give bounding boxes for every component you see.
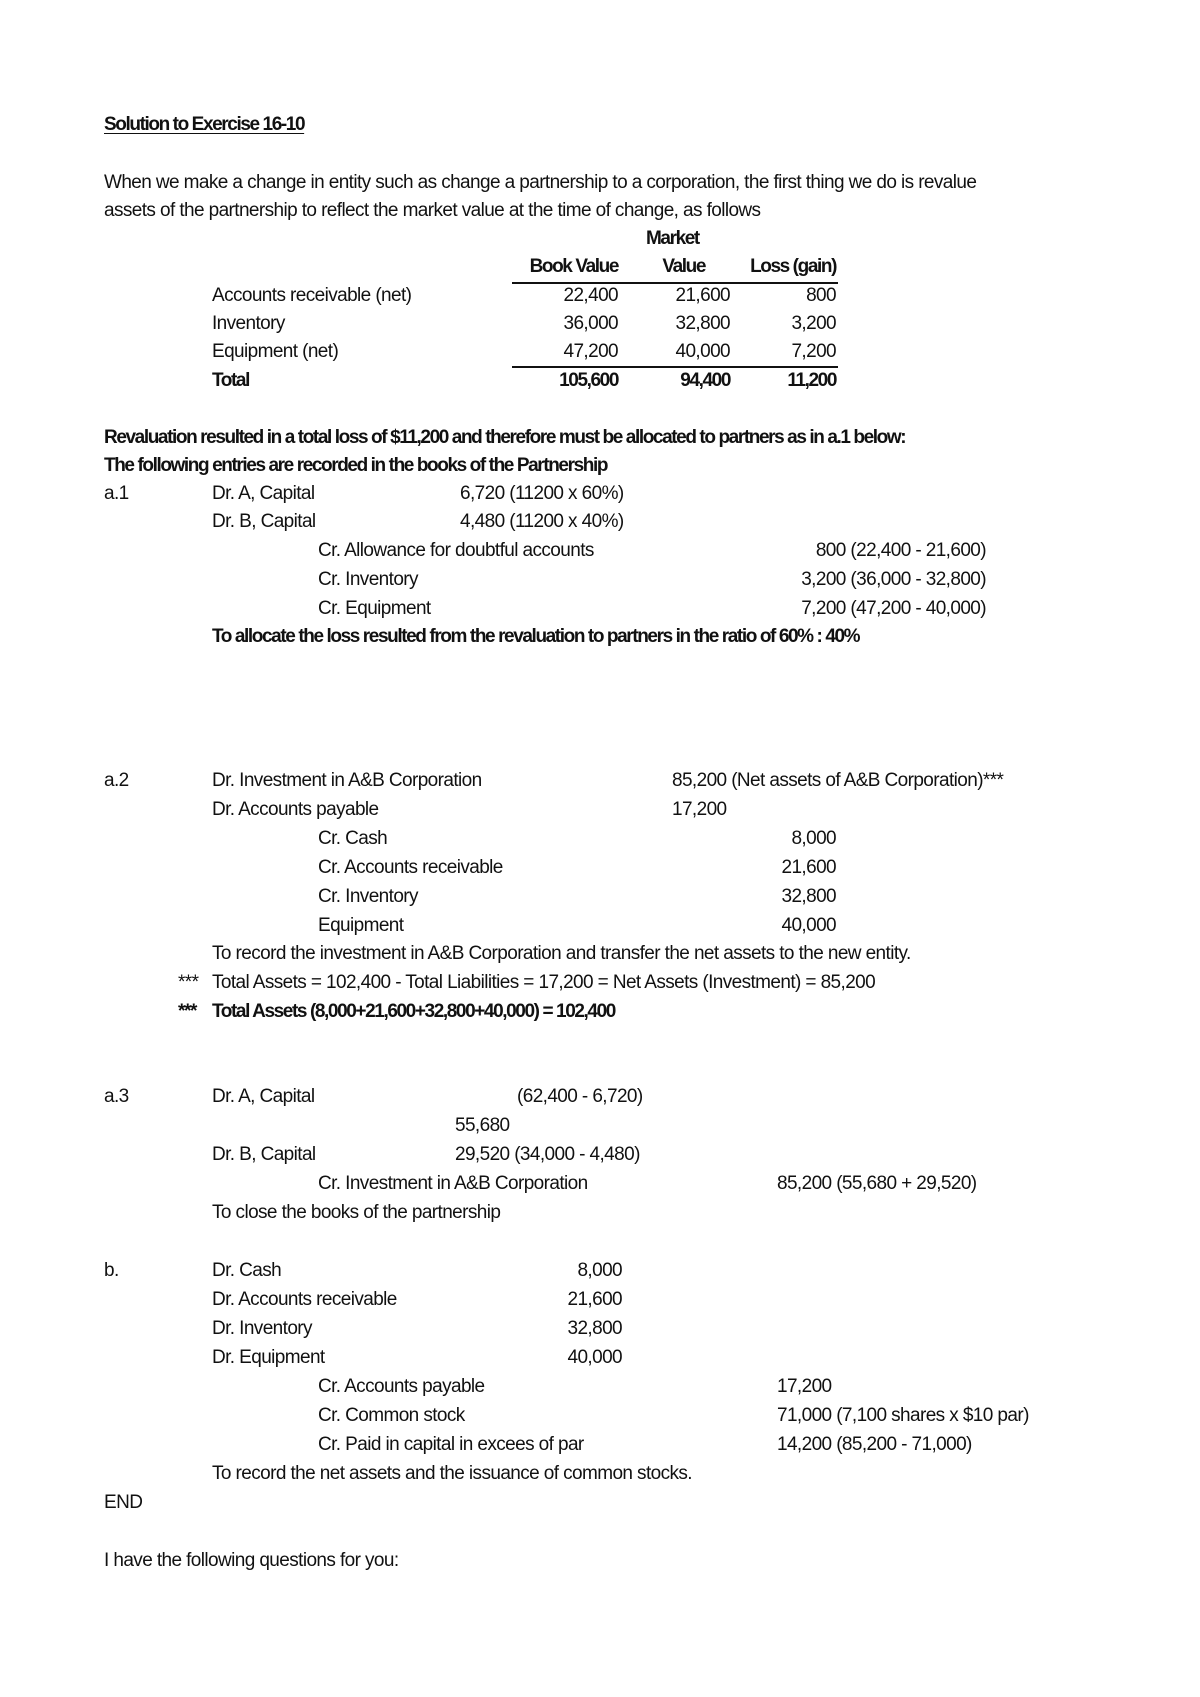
credit-account: Cr. Inventory xyxy=(318,569,418,590)
debit-amount: 21,600 xyxy=(567,1289,622,1310)
entry-memo: To close the books of the partnership xyxy=(212,1202,501,1223)
row-label-inventory: Inventory xyxy=(212,313,285,334)
credit-account: Cr. Common stock xyxy=(318,1405,465,1426)
total-loss: 11,200 xyxy=(787,370,836,391)
column-header-market: Market xyxy=(646,228,699,249)
intro-line-1: When we make a change in entity such as change a partnership to a corporation, the first thing we do is revalue xyxy=(104,172,977,193)
debit-amount: 40,000 xyxy=(567,1347,622,1368)
credit-amount: 17,200 xyxy=(777,1376,832,1397)
entry-memo: To allocate the loss resulted from the revaluation to partners in the ratio of 60% : 40% xyxy=(212,626,860,647)
entry-label: a.3 xyxy=(104,1086,129,1107)
credit-amount: 800 (22,400 - 21,600) xyxy=(815,540,986,561)
entry-label: a.2 xyxy=(104,770,129,791)
credit-amount: 71,000 (7,100 shares x $10 par) xyxy=(777,1405,1029,1426)
intro-line-2: assets of the partnership to reflect the market value at the time of change, as follows xyxy=(104,200,761,221)
credit-amount: 40,000 xyxy=(781,915,836,936)
debit-account: Dr. Accounts receivable xyxy=(212,1289,397,1310)
note-line: Total Assets = 102,400 - Total Liabilities = 17,200 = Net Assets (Investment) = 85,200 xyxy=(212,972,876,993)
total-label: Total xyxy=(212,370,249,391)
credit-account: Cr. Cash xyxy=(318,828,388,849)
credit-account: Cr. Accounts receivable xyxy=(318,857,503,878)
debit-account: Dr. A, Capital xyxy=(212,483,315,504)
debit-account: Dr. Investment in A&B Corporation xyxy=(212,770,482,791)
credit-account: Cr. Accounts payable xyxy=(318,1376,485,1397)
row-book-equipment: 47,200 xyxy=(563,341,618,362)
row-loss-accounts-receivable: 800 xyxy=(806,285,836,306)
column-header-loss-gain: Loss (gain) xyxy=(750,256,836,277)
row-label-accounts-receivable: Accounts receivable (net) xyxy=(212,285,412,306)
debit-account: Dr. Accounts payable xyxy=(212,799,379,820)
row-loss-inventory: 3,200 xyxy=(791,313,836,334)
entry-memo: To record the investment in A&B Corporation and transfer the net assets to the new entity. xyxy=(212,943,911,964)
revaluation-note: Revaluation resulted in a total loss of $11,200 and therefore must be allocated to partners as in a.1 below: xyxy=(104,427,906,448)
entry-label: b. xyxy=(104,1260,119,1281)
credit-amount: 14,200 (85,200 - 71,000) xyxy=(777,1434,972,1455)
note-marker: *** xyxy=(178,1001,196,1022)
debit-amount: 32,800 xyxy=(567,1318,622,1339)
entry-label: a.1 xyxy=(104,483,129,504)
debit-amount: 4,480 (11200 x 40%) xyxy=(460,511,624,532)
note-line: Total Assets (8,000+21,600+32,800+40,000) = 102,400 xyxy=(212,1001,615,1022)
row-label-equipment: Equipment (net) xyxy=(212,341,339,362)
debit-calculation: (62,400 - 6,720) xyxy=(517,1086,643,1107)
credit-amount: 3,200 (36,000 - 32,800) xyxy=(801,569,986,590)
credit-amount: 21,600 xyxy=(781,857,836,878)
credit-amount: 8,000 xyxy=(791,828,836,849)
column-header-book-value: Book Value xyxy=(529,256,618,277)
total-market: 94,400 xyxy=(680,370,730,391)
column-header-value: Value xyxy=(662,256,705,277)
header-rule xyxy=(512,282,838,284)
document-title: Solution to Exercise 16-10 xyxy=(104,114,305,135)
row-book-inventory: 36,000 xyxy=(563,313,618,334)
credit-amount: 85,200 (55,680 + 29,520) xyxy=(777,1173,977,1194)
credit-account: Cr. Investment in A&B Corporation xyxy=(318,1173,588,1194)
debit-account: Dr. A, Capital xyxy=(212,1086,315,1107)
credit-account: Cr. Paid in capital in excees of par xyxy=(318,1434,584,1455)
credit-account: Cr. Allowance for doubtful accounts xyxy=(318,540,594,561)
row-market-inventory: 32,800 xyxy=(675,313,730,334)
debit-account: Dr. Inventory xyxy=(212,1318,312,1339)
debit-amount: 6,720 (11200 x 60%) xyxy=(460,483,624,504)
debit-amount: 55,680 xyxy=(455,1115,510,1136)
entries-heading: The following entries are recorded in the books of the Partnership xyxy=(104,455,608,476)
debit-amount: 85,200 (Net assets of A&B Corporation)*** xyxy=(672,770,1004,791)
credit-account: Equipment xyxy=(318,915,404,936)
row-market-equipment: 40,000 xyxy=(675,341,730,362)
total-rule xyxy=(512,366,838,368)
debit-account: Dr. Equipment xyxy=(212,1347,325,1368)
credit-amount: 32,800 xyxy=(781,886,836,907)
row-loss-equipment: 7,200 xyxy=(791,341,836,362)
credit-account: Cr. Equipment xyxy=(318,598,431,619)
credit-amount: 7,200 (47,200 - 40,000) xyxy=(801,598,986,619)
row-market-accounts-receivable: 21,600 xyxy=(675,285,730,306)
entry-memo: To record the net assets and the issuance of common stocks. xyxy=(212,1463,692,1484)
credit-account: Cr. Inventory xyxy=(318,886,418,907)
debit-account: Dr. Cash xyxy=(212,1260,282,1281)
end-marker: END xyxy=(104,1492,143,1513)
debit-amount: 29,520 (34,000 - 4,480) xyxy=(455,1144,640,1165)
row-book-accounts-receivable: 22,400 xyxy=(563,285,618,306)
note-marker: *** xyxy=(178,972,199,993)
debit-amount: 8,000 xyxy=(577,1260,622,1281)
closing-question: I have the following questions for you: xyxy=(104,1550,399,1571)
total-book: 105,600 xyxy=(559,370,618,391)
debit-account: Dr. B, Capital xyxy=(212,1144,316,1165)
debit-amount: 17,200 xyxy=(672,799,727,820)
debit-account: Dr. B, Capital xyxy=(212,511,316,532)
